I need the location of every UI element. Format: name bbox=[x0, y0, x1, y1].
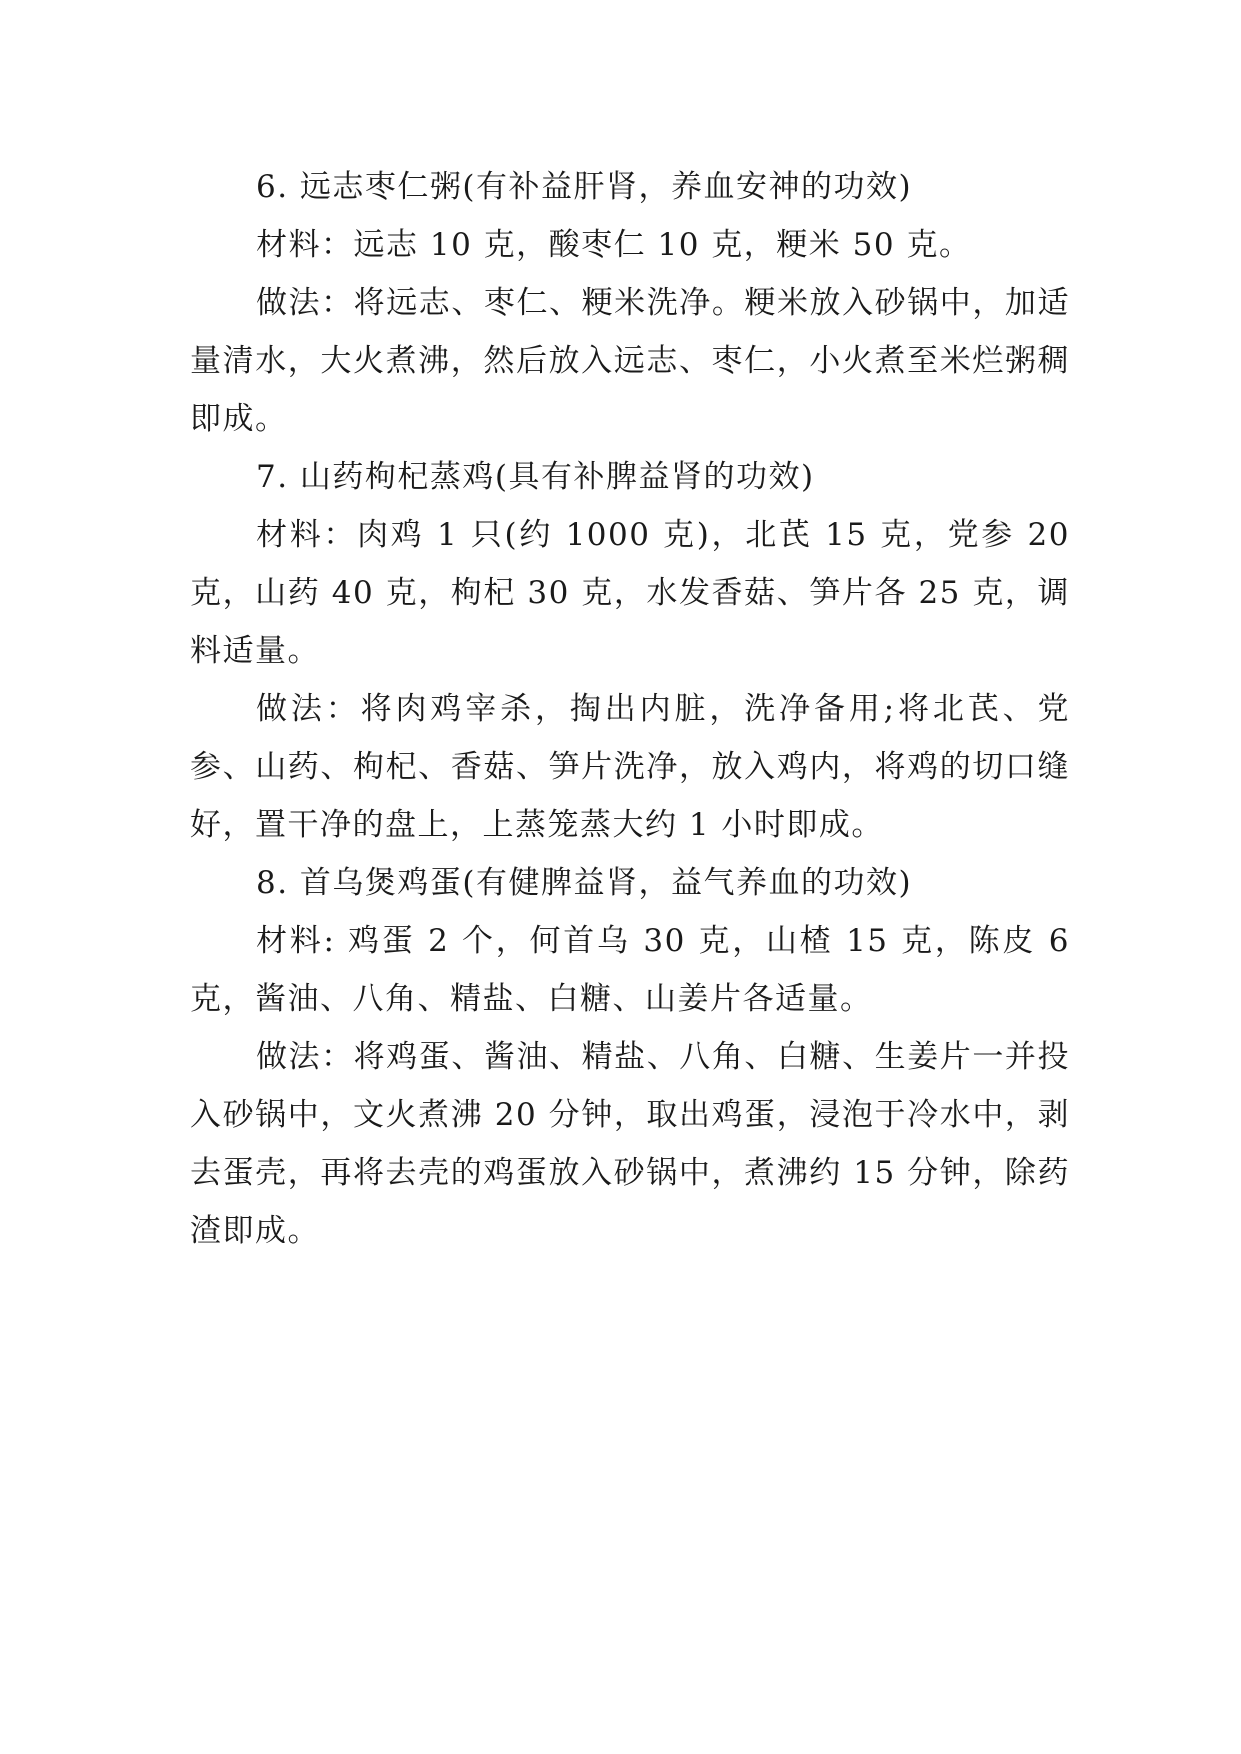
recipe-7-title: 7. 山药枸杞蒸鸡(具有补脾益肾的功效) bbox=[256, 459, 815, 495]
recipe-8-method: 做法：将鸡蛋、酱油、精盐、八角、白糖、生姜片一并投入砂锅中，文火煮沸 20 分钟，取出鸡蛋，浸泡于冷水中，剥去蛋壳，再将去壳的鸡蛋放入砂锅中，煮沸约 15 分钟，除药渣即成。 bbox=[190, 1039, 1070, 1249]
document-body bbox=[190, 158, 1070, 1260]
recipe-8-ingredients: 材料: 鸡蛋 2 个，何首乌 30 克，山楂 15 克，陈皮 6 克，酱油、八角、精盐、白糖、山姜片各适量。 bbox=[190, 923, 1070, 1017]
recipe-6-title: 6. 远志枣仁粥(有补益肝肾，养血安神的功效) bbox=[256, 169, 913, 205]
recipe-8-title: 8. 首乌煲鸡蛋(有健脾益肾，益气养血的功效) bbox=[256, 865, 913, 901]
recipe-7-method: 做法：将肉鸡宰杀，掏出内脏，洗净备用;将北芪、党参、山药、枸杞、香菇、笋片洗净，放入鸡内，将鸡的切口缝好，置干净的盘上，上蒸笼蒸大约 1 小时即成。 bbox=[190, 691, 1070, 843]
recipe-7-ingredients: 材料：肉鸡 1 只(约 1000 克)，北芪 15 克，党参 20 克，山药 40 克，枸杞 30 克，水发香菇、笋片各 25 克，调料适量。 bbox=[190, 517, 1070, 669]
recipe-6-method: 做法：将远志、枣仁、粳米洗净。粳米放入砂锅中，加适量清水，大火煮沸，然后放入远志、枣仁，小火煮至米烂粥稠即成。 bbox=[190, 285, 1070, 437]
recipe-6-ingredients: 材料：远志 10 克，酸枣仁 10 克，粳米 50 克。 bbox=[256, 227, 972, 263]
